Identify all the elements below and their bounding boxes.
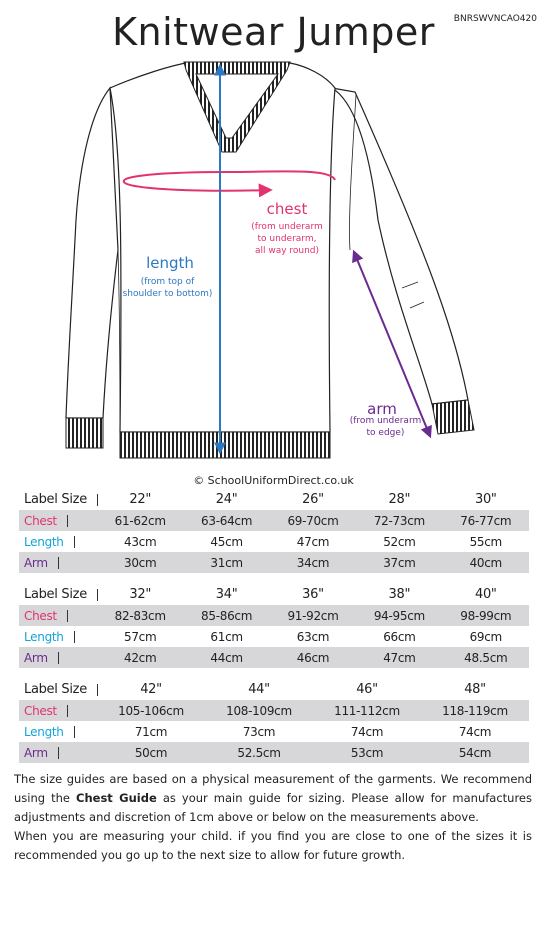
value-cell: 74cm bbox=[350, 724, 384, 739]
chest-guide-emphasis: Chest Guide bbox=[76, 791, 157, 805]
value-cell: 37cm bbox=[356, 552, 442, 573]
value-cell: 47cm bbox=[356, 647, 442, 668]
growth-note-paragraph: When you are measuring your child. if you find you are close to one of the sizes it is recommended you go up to the next size to allow for future growth. bbox=[14, 829, 532, 862]
table-row bbox=[19, 626, 529, 647]
row-label-length: Length bbox=[24, 724, 64, 739]
table-row bbox=[19, 647, 529, 668]
product-code: BNRSWVNCAO420 bbox=[453, 14, 537, 24]
value-cell: 42cm bbox=[97, 647, 183, 668]
size-cell: 36" bbox=[302, 587, 324, 602]
size-cell: 24" bbox=[215, 492, 238, 507]
jumper-diagram bbox=[0, 55, 547, 465]
value-cell: 63-64cm bbox=[183, 510, 269, 531]
value-cell: 55cm bbox=[469, 534, 502, 549]
value-cell: 118-119cm bbox=[421, 700, 529, 721]
value-cell: 50cm bbox=[97, 742, 205, 763]
value-cell: 30cm bbox=[97, 552, 183, 573]
row-label-arm: Arm bbox=[24, 555, 48, 570]
value-cell: 94-95cm bbox=[356, 605, 442, 626]
right-cuff bbox=[432, 400, 474, 434]
header-label: Label Size bbox=[24, 682, 87, 697]
table-row bbox=[19, 679, 529, 700]
copyright-text: © SchoolUniformDirect.co.uk bbox=[193, 474, 354, 487]
value-cell: 108-109cm bbox=[205, 700, 313, 721]
value-cell: 61cm bbox=[210, 629, 243, 644]
value-cell: 48.5cm bbox=[443, 647, 529, 668]
size-cell: 34" bbox=[215, 587, 238, 602]
row-label-chest: Chest bbox=[24, 703, 57, 718]
value-cell: 82-83cm bbox=[97, 605, 183, 626]
arm-note: (from underarm to edge) bbox=[349, 416, 422, 438]
value-cell: 63cm bbox=[296, 629, 330, 644]
value-cell: 44cm bbox=[183, 647, 269, 668]
size-cell: 22" bbox=[129, 492, 151, 507]
right-sleeve bbox=[332, 88, 468, 404]
table-row bbox=[19, 510, 529, 531]
value-cell: 47cm bbox=[296, 534, 330, 549]
value-cell: 52cm bbox=[383, 534, 416, 549]
size-cell: 48" bbox=[464, 682, 486, 697]
size-cell: 40" bbox=[474, 587, 497, 602]
sizing-note-paragraph: The size guides are based on a physical measurement of the garments. We recommend using the Chest Guide as your main guide for sizing. Please allow for manufactures adjustments and discretion of 1cm above or below on the measurements above. bbox=[14, 772, 533, 824]
row-label-arm: Arm bbox=[24, 650, 48, 665]
value-cell: 54cm bbox=[421, 742, 529, 763]
value-cell: 76-77cm bbox=[443, 510, 529, 531]
left-cuff bbox=[66, 418, 103, 448]
value-cell: 52.5cm bbox=[205, 742, 313, 763]
size-table bbox=[19, 679, 529, 763]
value-cell: 91-92cm bbox=[270, 605, 356, 626]
value-cell: 34cm bbox=[270, 552, 356, 573]
header-label: Label Size bbox=[24, 492, 87, 507]
table-row bbox=[19, 531, 529, 552]
value-cell: 66cm bbox=[383, 629, 416, 644]
size-cell: 42" bbox=[140, 682, 162, 697]
table-row bbox=[19, 700, 529, 721]
row-label-chest: Chest bbox=[24, 608, 57, 623]
page-title: Knitwear Jumper bbox=[112, 10, 435, 54]
value-cell: 45cm bbox=[210, 534, 243, 549]
size-cell: 38" bbox=[388, 587, 411, 602]
chest-note: (from underarm to underarm, all way round) bbox=[251, 222, 323, 256]
value-cell: 85-86cm bbox=[183, 605, 269, 626]
left-sleeve bbox=[66, 88, 118, 418]
value-cell: 72-73cm bbox=[356, 510, 442, 531]
table-row bbox=[19, 552, 529, 573]
header-label: Label Size bbox=[24, 587, 87, 602]
row-label-arm: Arm bbox=[24, 745, 48, 760]
length-label: length bbox=[146, 254, 194, 272]
arm-label: arm bbox=[367, 400, 397, 418]
value-cell: 61-62cm bbox=[97, 510, 183, 531]
row-label-length: Length bbox=[24, 534, 64, 549]
value-cell: 111-112cm bbox=[313, 700, 421, 721]
size-cell: 28" bbox=[388, 492, 411, 507]
value-cell: 57cm bbox=[124, 629, 157, 644]
value-cell: 73cm bbox=[242, 724, 276, 739]
size-cell: 26" bbox=[302, 492, 324, 507]
value-cell: 43cm bbox=[124, 534, 157, 549]
value-cell: 105-106cm bbox=[97, 700, 205, 721]
sizing-notes bbox=[14, 770, 532, 865]
value-cell: 46cm bbox=[270, 647, 356, 668]
size-tables bbox=[19, 489, 529, 763]
chest-label: chest bbox=[266, 200, 308, 218]
value-cell: 31cm bbox=[183, 552, 269, 573]
row-label-chest: Chest bbox=[24, 513, 57, 528]
value-cell: 40cm bbox=[443, 552, 529, 573]
value-cell: 98-99cm bbox=[443, 605, 529, 626]
value-cell: 53cm bbox=[313, 742, 421, 763]
value-cell: 71cm bbox=[134, 724, 168, 739]
row-label-length: Length bbox=[24, 629, 64, 644]
table-row bbox=[19, 742, 529, 763]
size-cell: 46" bbox=[356, 682, 378, 697]
table-row bbox=[19, 489, 529, 510]
value-cell: 69-70cm bbox=[270, 510, 356, 531]
table-row bbox=[19, 721, 529, 742]
table-row bbox=[19, 605, 529, 626]
size-table bbox=[19, 489, 529, 573]
value-cell: 74cm bbox=[458, 724, 492, 739]
waistband bbox=[120, 432, 330, 458]
length-note: (from top of shoulder to bottom) bbox=[122, 277, 213, 299]
value-cell: 69cm bbox=[469, 629, 502, 644]
size-table bbox=[19, 584, 529, 668]
size-cell: 44" bbox=[248, 682, 270, 697]
size-cell: 32" bbox=[129, 587, 151, 602]
table-row bbox=[19, 584, 529, 605]
size-cell: 30" bbox=[474, 492, 497, 507]
